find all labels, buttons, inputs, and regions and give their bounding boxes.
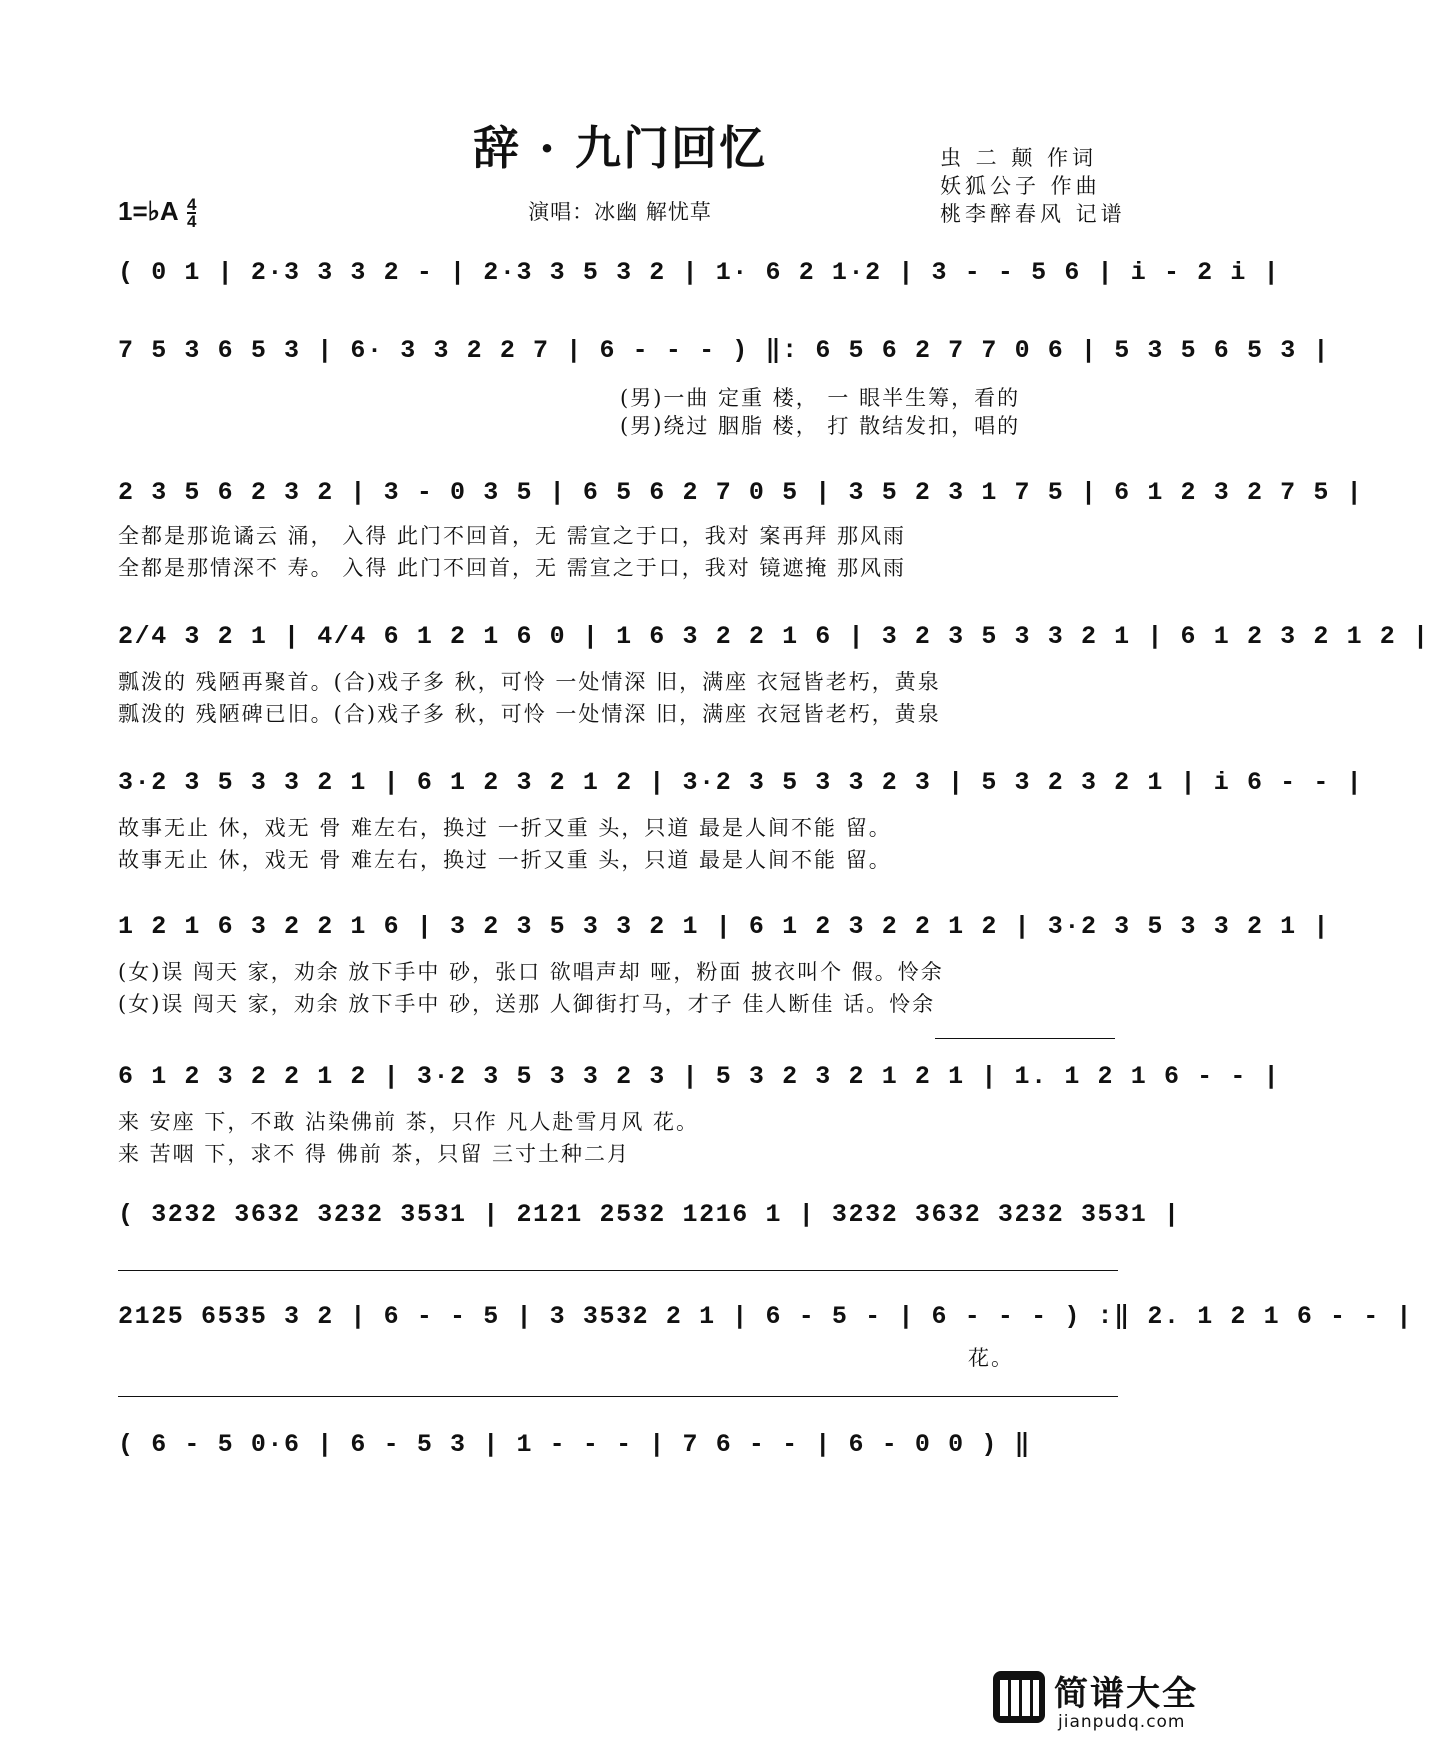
notation-line-1: ( 0 1 | 2·3 3 3 2 - | 2·3 3 5 3 2 | 1· 6 2 1·2 | 3 - - 5 6 | i - 2 i | (118, 258, 1281, 287)
lyric-line-4-verse-1: 瓢泼的 残陋再聚首。(合)戏子多 秋，可怜 一处情深 旧，满座 衣冠皆老朽，黄泉 (118, 670, 941, 694)
notation-line-7: 6 1 2 3 2 2 1 2 | 3·2 3 5 3 3 2 3 | 5 3 2 3 2 1 2 1 | 1. 1 2 1 6 - - | (118, 1062, 1281, 1091)
watermark (992, 1664, 1202, 1736)
watermark-title: 简谱大全 (1054, 1674, 1198, 1714)
lyric-line-3-verse-1: 全都是那诡谲云 涌， 入得 此门不回首，无 需宣之于口，我对 案再拜 那风雨 (118, 524, 907, 548)
meter-top: 4 (186, 195, 197, 215)
key-signature (118, 195, 197, 232)
notation-line-2: 7 5 3 6 5 3 | 6· 3 3 2 2 7 | 6 - - - ) ‖: 6 5 6 2 7 7 0 6 | 5 3 5 6 5 3 | (118, 336, 1331, 365)
lyric-line-4-verse-2: 瓢泼的 残陋碑已旧。(合)戏子多 秋，可怜 一处情深 旧，满座 衣冠皆老朽，黄泉 (118, 702, 941, 726)
piano-keys-icon (992, 1670, 1046, 1724)
notation-line-9: 2125 6535 3 2 | 6 - - 5 | 3 3532 2 1 | 6 - 5 - | 6 - - - ) :‖ 2. 1 2 1 6 - - | (118, 1302, 1414, 1331)
notation-line-6: 1 2 1 6 3 2 2 1 6 | 3 2 3 5 3 3 2 1 | 6 1 2 3 2 2 1 2 | 3·2 3 5 3 3 2 1 | (118, 912, 1330, 941)
lyric-line-6-verse-2: (女)误 闯天 家，劝余 放下手中 砂，送那 人御街打马，才子 佳人断佳 话。怜余 (118, 992, 936, 1016)
lyric-line-6-verse-1: (女)误 闯天 家，劝余 放下手中 砂，张口 欲唱声却 哑，粉面 披衣叫个 假。怜余 (118, 960, 944, 984)
meter-bottom: 4 (186, 212, 197, 232)
volta-1-bracket (935, 1038, 1115, 1039)
singer-credit: 演唱：冰幽 解忧草 (528, 200, 712, 224)
lyric-line-9: 花。 (968, 1346, 1014, 1370)
song-title: 辞 · 九门回忆 (472, 121, 768, 175)
key-label: 1=♭A (118, 196, 178, 226)
lyric-line-5-verse-1: 故事无止 休，戏无 骨 难左右，换过 一折又重 头，只道 最是人间不能 留。 (118, 816, 892, 840)
notation-line-10: ( 6 - 5 0·6 | 6 - 5 3 | 1 - - - | 7 6 - - | 6 - 0 0 ) ‖ (118, 1430, 1032, 1459)
notation-line-8: ( 3232 3632 3232 3531 | 2121 2532 1216 1 | 3232 3632 3232 3531 | (118, 1200, 1181, 1229)
notation-line-5: 3·2 3 5 3 3 2 1 | 6 1 2 3 2 1 2 | 3·2 3 5 3 3 2 3 | 5 3 2 3 2 1 | i 6 - - | (118, 768, 1364, 797)
lyric-line-2-verse-2: (男)绕过 胭脂 楼， 打 散结发扣，唱的 (620, 414, 1021, 438)
lyricist-credit: 虫 二 颠 作词 (940, 146, 1098, 170)
staff-rule-9 (118, 1270, 1118, 1271)
lyric-line-7-verse-1: 来 安座 下，不敢 沾染佛前 茶，只作 凡人赴雪月风 花。 (118, 1110, 700, 1134)
notation-line-4: 2/4 3 2 1 | 4/4 6 1 2 1 6 0 | 1 6 3 2 2 1 6 | 3 2 3 5 3 3 2 1 | 6 1 2 3 2 1 2 | (118, 622, 1430, 651)
lyric-line-5-verse-2: 故事无止 休，戏无 骨 难左右，换过 一折又重 头，只道 最是人间不能 留。 (118, 848, 892, 872)
time-signature (186, 195, 197, 232)
watermark-url: jianpudq.com (1058, 1712, 1186, 1732)
notation-line-3: 2 3 5 6 2 3 2 | 3 - 0 3 5 | 6 5 6 2 7 0 5 | 3 5 2 3 1 7 5 | 6 1 2 3 2 7 5 | (118, 478, 1364, 507)
lyric-line-3-verse-2: 全都是那情深不 寿。 入得 此门不回首，无 需宣之于口，我对 镜遮掩 那风雨 (118, 556, 907, 580)
staff-rule-10 (118, 1396, 1118, 1397)
lyric-line-2-verse-1: (男)一曲 定重 楼， 一 眼半生筹，看的 (620, 386, 1021, 410)
composer-credit: 妖狐公子 作曲 (940, 174, 1101, 198)
transcriber-credit: 桃李醉春风 记谱 (940, 202, 1126, 226)
lyric-line-7-verse-2: 来 苦咽 下，求不 得 佛前 茶，只留 三寸土种二月 (118, 1142, 631, 1166)
